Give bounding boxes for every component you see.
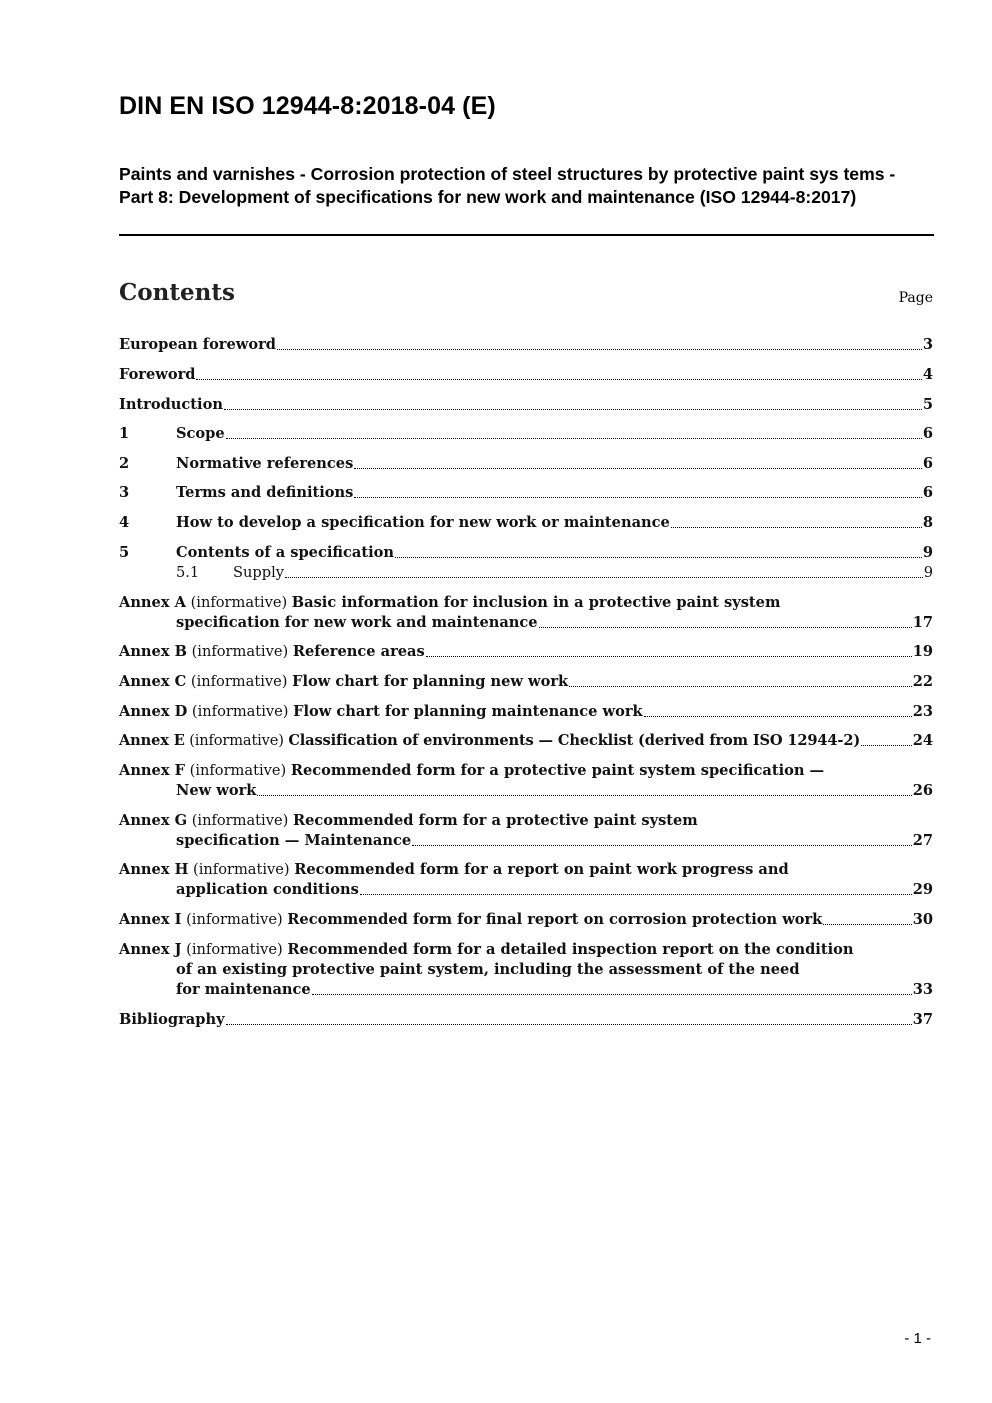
- toc-annex-label: Annex C: [119, 673, 187, 690]
- toc-leader-dots: [412, 845, 912, 846]
- toc-annex-label: Annex J: [119, 941, 182, 958]
- toc-page-number: 6: [922, 425, 933, 442]
- toc-entry-annex-h[interactable]: [119, 860, 933, 900]
- toc-entry-annex-i[interactable]: [119, 910, 933, 930]
- toc-leader-dots: [360, 894, 912, 895]
- toc-entry-annex-a[interactable]: [119, 593, 933, 633]
- toc-entry-title-continued: for maintenance: [176, 981, 311, 998]
- toc-entry-annex-d[interactable]: [119, 702, 933, 722]
- toc-page-number: 19: [912, 643, 933, 660]
- toc-page-number: 6: [922, 455, 933, 472]
- toc-annex-type: (informative): [191, 703, 289, 720]
- toc-annex-type: (informative): [190, 594, 288, 611]
- toc-leader-dots: [285, 577, 923, 578]
- toc-annex-label: Annex B: [119, 643, 187, 660]
- toc-entry-title: [119, 910, 822, 930]
- toc-leader-dots: [861, 745, 912, 746]
- toc-leader-dots: [823, 924, 911, 925]
- toc-leader-dots: [312, 994, 912, 995]
- toc-entry-clause-1[interactable]: [119, 424, 933, 444]
- toc-leader-dots: [226, 438, 922, 439]
- toc-entry-title-continued: of an existing protective paint system, including the assessment of the need: [176, 961, 800, 978]
- toc-leader-dots: [354, 468, 922, 469]
- toc-leader-dots: [277, 349, 922, 350]
- toc-entry-title: Terms and definitions: [176, 484, 354, 501]
- toc-clause-number: 1: [119, 425, 130, 442]
- toc-entry-clause-3[interactable]: [119, 483, 933, 503]
- toc-entry-introduction[interactable]: [119, 395, 933, 415]
- toc-annex-label: Annex D: [119, 703, 188, 720]
- toc-annex-label: Annex G: [119, 812, 188, 829]
- toc-entry-bibliography[interactable]: [119, 1010, 933, 1030]
- toc-page-number: 17: [912, 614, 933, 631]
- toc-leader-dots: [257, 795, 911, 796]
- toc-clause-number: 3: [119, 484, 130, 501]
- toc-page-number: 5: [922, 396, 933, 413]
- toc-clause-number: 5: [119, 544, 130, 561]
- toc-annex-title: Reference areas: [292, 643, 425, 660]
- toc-annex-type: (informative): [191, 643, 289, 660]
- toc-annex-type: (informative): [189, 762, 287, 779]
- toc-annex-title: Classification of environments — Checklist (derived from ISO 12944-2): [288, 732, 861, 749]
- toc-clause-number: 4: [119, 514, 130, 531]
- toc-annex-title: Flow chart for planning new work: [292, 673, 569, 690]
- toc-entry-clause-5[interactable]: [119, 543, 933, 563]
- toc-entry-title: [119, 702, 643, 722]
- toc-leader-dots: [224, 409, 922, 410]
- toc-entry-title: Recommended form for a protective paint system specification —: [290, 762, 825, 779]
- toc-page-number: 9: [922, 544, 933, 561]
- toc-annex-label: Annex H: [119, 861, 189, 878]
- toc-entry-title: Recommended form for a protective paint system: [292, 812, 698, 829]
- contents-heading: Contents: [119, 279, 235, 306]
- toc-annex-heading: [119, 860, 789, 880]
- toc-page-number: 33: [912, 981, 933, 998]
- toc-leader-dots: [196, 379, 921, 380]
- toc-page-number: 22: [912, 673, 933, 690]
- toc-entry-title-continued: New work: [176, 782, 257, 799]
- document-title: DIN EN ISO 12944-8:2018-04 (E): [119, 92, 496, 120]
- toc-leader-dots: [426, 656, 912, 657]
- page-column-label: Page: [898, 290, 933, 306]
- toc-annex-type: (informative): [191, 812, 289, 829]
- toc-annex-title: Recommended form for final report on corrosion protection work: [287, 911, 823, 928]
- toc-entry-annex-b[interactable]: [119, 642, 933, 662]
- toc-entry-clause-2[interactable]: [119, 454, 933, 474]
- toc-page-number: 29: [912, 881, 933, 898]
- toc-annex-type: (informative): [193, 861, 290, 878]
- toc-entry-title: European foreword: [119, 336, 276, 353]
- toc-clause-number: 2: [119, 455, 130, 472]
- toc-leader-dots: [354, 497, 921, 498]
- toc-entry-annex-e[interactable]: [119, 731, 933, 751]
- toc-leader-dots: [226, 1024, 912, 1025]
- toc-leader-dots: [539, 627, 912, 628]
- toc-leader-dots: [395, 557, 922, 558]
- toc-leader-dots: [569, 686, 912, 687]
- toc-page-number: 6: [922, 484, 933, 501]
- toc-entry-title-continued: application conditions: [176, 881, 359, 898]
- toc-annex-label: Annex E: [119, 732, 185, 749]
- toc-entry-title: Contents of a specification: [176, 544, 394, 561]
- toc-entry-title: Recommended form for a detailed inspection report on the condition: [287, 941, 854, 958]
- toc-annex-label: Annex F: [119, 762, 185, 779]
- toc-entry-title: Recommended form for a report on paint work progress and: [294, 861, 789, 878]
- toc-entry-european-foreword[interactable]: [119, 335, 933, 355]
- toc-page-number: 3: [922, 336, 933, 353]
- toc-annex-heading: [119, 761, 824, 781]
- toc-entry-annex-j[interactable]: [119, 940, 933, 1000]
- toc-entry-title: [119, 642, 425, 662]
- toc-entry-foreword[interactable]: [119, 365, 933, 385]
- toc-entry-clause-4[interactable]: [119, 513, 933, 533]
- toc-annex-type: (informative): [189, 732, 284, 749]
- toc-entry-title: Introduction: [119, 396, 223, 413]
- page-number-footer: - 1 -: [904, 1330, 931, 1347]
- toc-page-number: 27: [912, 832, 933, 849]
- toc-entry-annex-g[interactable]: [119, 811, 933, 851]
- toc-annex-heading: [119, 593, 780, 613]
- toc-entry-title: [119, 672, 568, 692]
- toc-leader-dots: [644, 716, 912, 717]
- toc-entry-title: [119, 731, 860, 751]
- toc-page-number: 9: [923, 564, 933, 581]
- toc-entry-title: Bibliography: [119, 1011, 225, 1028]
- toc-page-number: 24: [912, 732, 933, 749]
- toc-page-number: 8: [922, 514, 933, 531]
- toc-clause-number: 5.1: [176, 564, 200, 581]
- toc-entry-title-continued: specification — Maintenance: [176, 832, 412, 849]
- toc-entry-title: Supply: [233, 564, 284, 581]
- toc-entry-title: Scope: [176, 425, 225, 442]
- toc-page-number: 4: [922, 366, 933, 383]
- toc-page-number: 23: [912, 703, 933, 720]
- toc-page-number: 26: [912, 782, 933, 799]
- toc-entry-annex-f[interactable]: [119, 761, 933, 801]
- toc-entry-title-continued: specification for new work and maintenance: [176, 614, 538, 631]
- toc-annex-label: Annex A: [119, 594, 186, 611]
- toc-leader-dots: [671, 527, 922, 528]
- toc-entry-annex-c[interactable]: [119, 672, 933, 692]
- toc-entry-subclause-5-1[interactable]: [119, 563, 933, 583]
- toc-page-number: 30: [912, 911, 933, 928]
- title-divider: [119, 234, 934, 236]
- toc-annex-label: Annex I: [119, 911, 182, 928]
- toc-page-number: 37: [912, 1011, 933, 1028]
- toc-annex-type: (informative): [190, 673, 288, 690]
- toc-entry-title: Basic information for inclusion in a protective paint system: [291, 594, 781, 611]
- toc-annex-type: (informative): [186, 911, 283, 928]
- toc-entry-title: Normative references: [176, 455, 354, 472]
- toc-annex-heading: [119, 940, 853, 960]
- document-subtitle: Paints and varnishes - Corrosion protection of steel structures by protective paint sys tems - Part 8: Development of specifications for new work and maintenance (ISO 12944-8:2017): [119, 164, 896, 207]
- toc-entry-title: How to develop a specification for new work or maintenance: [176, 514, 670, 531]
- toc-annex-type: (informative): [186, 941, 283, 958]
- toc-annex-title: Flow chart for planning maintenance work: [293, 703, 643, 720]
- toc-annex-heading: [119, 811, 698, 831]
- toc-entry-title: Foreword: [119, 366, 196, 383]
